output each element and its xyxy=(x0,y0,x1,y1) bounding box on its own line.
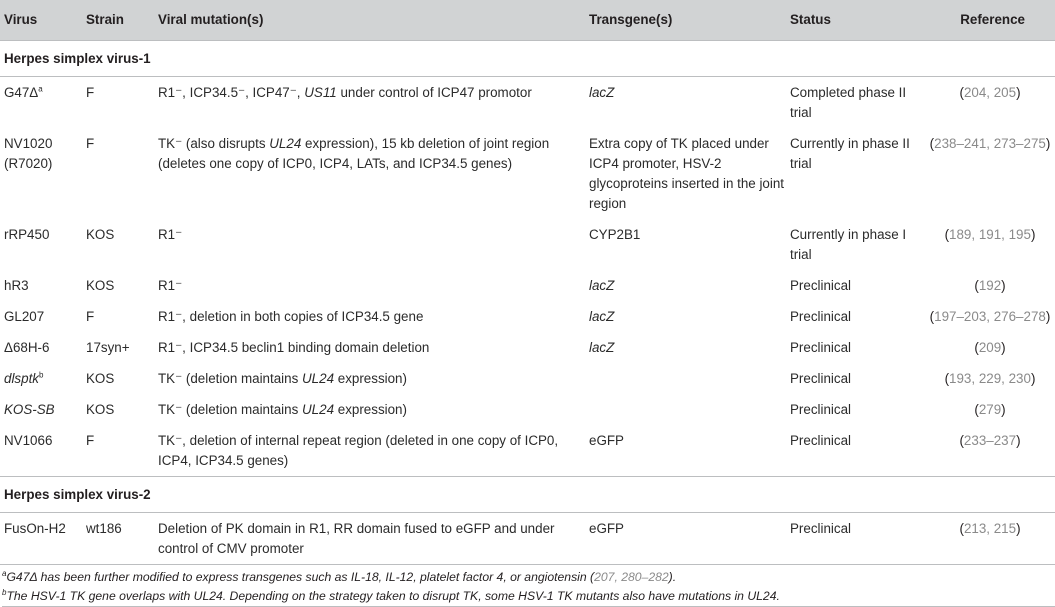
reference-link[interactable]: 204, 205 xyxy=(963,85,1017,100)
mutation-text: TK⁻ (deletion maintains xyxy=(158,371,303,386)
cell-virus: NV1066 xyxy=(4,433,53,448)
reference-link[interactable]: 192 xyxy=(978,278,1002,293)
mutation-gene: US11 xyxy=(304,85,337,100)
cell-virus: FusOn-H2 xyxy=(4,521,66,536)
mutation-text: TK⁻ (also disrupts xyxy=(158,136,270,151)
cell-mutation: R1⁻ xyxy=(158,227,183,242)
ref-paren: ) xyxy=(1016,433,1021,448)
cell-virus xyxy=(0,363,86,394)
table-header-row xyxy=(0,0,1055,41)
table-row xyxy=(0,301,1055,332)
footnote-marker[interactable]: a xyxy=(38,84,43,94)
table-row xyxy=(0,77,1055,129)
reference-link[interactable]: 197–203, 276–278 xyxy=(934,309,1046,324)
cell-status: Preclinical xyxy=(790,371,852,386)
table-row xyxy=(0,363,1055,394)
cell-virus: rRP450 xyxy=(4,227,50,242)
cell-reference xyxy=(925,219,1055,270)
section-title-hsv2: Herpes simplex virus-2 xyxy=(0,477,1055,513)
cell-mutation: R1⁻ xyxy=(158,278,183,293)
cell-mutation: R1⁻, ICP34.5 beclin1 binding domain deletion xyxy=(158,340,430,355)
cell-mutation xyxy=(158,77,589,129)
cell-mutation xyxy=(158,128,589,219)
mutation-text: under control of ICP47 promotor xyxy=(336,85,532,100)
reference-link[interactable]: 238–241, 273–275 xyxy=(934,136,1046,151)
cell-strain: F xyxy=(86,136,95,151)
ref-paren: ) xyxy=(1045,309,1051,324)
table-footnotes xyxy=(0,564,1055,607)
footnote-a xyxy=(2,568,1055,587)
cell-strain: KOS xyxy=(86,402,115,417)
ref-paren: ) xyxy=(1001,340,1006,355)
cell-status: Preclinical xyxy=(790,521,852,536)
ref-paren: ) xyxy=(1045,136,1051,151)
section-row-hsv1 xyxy=(0,41,1055,77)
cell-status: Completed phase II trial xyxy=(790,85,907,120)
cell-reference xyxy=(925,363,1055,394)
cell-strain: KOS xyxy=(86,227,115,242)
cell-mutation xyxy=(158,394,589,425)
mutation-text: expression), 15 kb deletion of joint region (deletes one copy of ICP0, ICP4, LATs, and ICP34.5 genes) xyxy=(158,136,550,171)
footnote-b xyxy=(2,587,1055,607)
table-row xyxy=(0,425,1055,477)
header-transgenes: Transgene(s) xyxy=(589,12,673,27)
mutation-text: expression) xyxy=(334,402,407,417)
cell-reference xyxy=(925,425,1055,477)
cell-status: Preclinical xyxy=(790,433,852,448)
footnote-marker[interactable]: b xyxy=(38,370,44,380)
mutation-text: expression) xyxy=(334,371,407,386)
cell-transgene xyxy=(589,394,790,425)
cell-strain: F xyxy=(86,433,95,448)
cell-reference xyxy=(925,77,1055,129)
header-reference: Reference xyxy=(960,12,1025,27)
cell-reference xyxy=(925,270,1055,301)
mutation-text: R1⁻, ICP34.5⁻, ICP47⁻, xyxy=(158,85,305,100)
cell-strain: F xyxy=(86,85,95,100)
cell-status: Currently in phase I trial xyxy=(790,227,907,262)
ref-paren: ( xyxy=(929,136,935,151)
ref-paren: ( xyxy=(974,340,979,355)
ref-paren: ) xyxy=(1030,227,1036,242)
ref-paren: ) xyxy=(1030,371,1036,386)
ref-paren: ) xyxy=(1016,85,1021,100)
reference-link[interactable]: 209 xyxy=(978,340,1002,355)
cell-transgene: Extra copy of TK placed under ICP4 promoter, HSV-2 glycoproteins inserted in the joint region xyxy=(589,136,785,211)
ref-paren: ( xyxy=(959,85,964,100)
cell-reference xyxy=(925,394,1055,425)
cell-reference xyxy=(925,301,1055,332)
footnote-b-text: The HSV-1 TK gene overlaps with UL24. Depending on the strategy taken to disrupt TK, some HSV-1 TK mutants also have mutations in UL24. xyxy=(6,589,780,603)
mutation-gene: UL24 xyxy=(269,136,302,151)
virus-name: dlsptk xyxy=(4,371,39,386)
cell-transgene: eGFP xyxy=(589,521,624,536)
section-title-hsv1: Herpes simplex virus-1 xyxy=(0,41,1055,77)
cell-transgene: lacZ xyxy=(589,340,615,355)
ref-paren: ( xyxy=(944,371,950,386)
section-row-hsv2 xyxy=(0,477,1055,513)
cell-virus: Δ68H-6 xyxy=(4,340,50,355)
cell-mutation: Deletion of PK domain in R1, RR domain fused to eGFP and under control of CMV promoter xyxy=(158,521,555,556)
mutation-gene: UL24 xyxy=(302,402,335,417)
table-row xyxy=(0,394,1055,425)
ref-paren: ( xyxy=(944,227,950,242)
ref-paren: ) xyxy=(1016,521,1021,536)
cell-strain: 17syn+ xyxy=(86,340,130,355)
table-row xyxy=(0,219,1055,270)
reference-link[interactable]: 213, 215 xyxy=(963,521,1017,536)
cell-strain: F xyxy=(86,309,95,324)
cell-reference xyxy=(925,128,1055,219)
footnote-a-refs[interactable]: 207, 280–282 xyxy=(594,570,669,584)
cell-status: Preclinical xyxy=(790,340,852,355)
cell-mutation: TK⁻, deletion of internal repeat region (deleted in one copy of ICP0, ICP4, ICP34.5 genes) xyxy=(158,433,559,468)
footnote-a-text: G47Δ has been further modified to express transgenes such as IL-18, IL-12, platelet factor 4, or angiotensin ( xyxy=(6,570,595,584)
cell-status: Preclinical xyxy=(790,402,852,417)
cell-transgene xyxy=(589,363,790,394)
cell-virus: hR3 xyxy=(4,278,29,293)
cell-mutation: R1⁻, deletion in both copies of ICP34.5 gene xyxy=(158,309,424,324)
ref-paren: ) xyxy=(1001,278,1006,293)
cell-virus xyxy=(0,77,86,129)
header-strain: Strain xyxy=(86,12,124,27)
cell-status: Preclinical xyxy=(790,309,852,324)
cell-virus: KOS-SB xyxy=(4,402,55,417)
cell-virus: GL207 xyxy=(4,309,45,324)
cell-transgene: lacZ xyxy=(589,278,615,293)
cell-virus: NV1020 (R7020) xyxy=(4,136,53,171)
footnote-a-mark: a xyxy=(2,568,7,578)
reference-link[interactable]: 193, 229, 230 xyxy=(949,371,1031,386)
cell-transgene: lacZ xyxy=(589,85,615,100)
reference-link[interactable]: 279 xyxy=(978,402,1002,417)
ref-paren: ( xyxy=(974,278,979,293)
footnote-a-end: ). xyxy=(668,570,677,584)
ref-paren: ( xyxy=(929,309,935,324)
table-row xyxy=(0,332,1055,363)
mutation-text: TK⁻ (deletion maintains xyxy=(158,402,303,417)
cell-transgene: lacZ xyxy=(589,309,615,324)
reference-link[interactable]: 233–237 xyxy=(963,433,1017,448)
footnote-b-mark: b xyxy=(2,587,7,597)
cell-reference xyxy=(925,513,1055,565)
cell-transgene: CYP2B1 xyxy=(589,227,641,242)
cell-mutation xyxy=(158,363,589,394)
cell-strain: wt186 xyxy=(86,521,122,536)
cell-transgene: eGFP xyxy=(589,433,624,448)
cell-reference xyxy=(925,332,1055,363)
cell-strain: KOS xyxy=(86,278,115,293)
header-virus: Virus xyxy=(4,12,38,27)
ref-paren: ( xyxy=(974,402,979,417)
table-row xyxy=(0,128,1055,219)
mutation-gene: UL24 xyxy=(302,371,335,386)
cell-status: Currently in phase II trial xyxy=(790,136,910,171)
virus-name: G47Δ xyxy=(4,85,39,100)
cell-status: Preclinical xyxy=(790,278,852,293)
header-status: Status xyxy=(790,12,831,27)
reference-link[interactable]: 189, 191, 195 xyxy=(949,227,1031,242)
ref-paren: ( xyxy=(959,433,964,448)
header-mutations: Viral mutation(s) xyxy=(158,12,264,27)
cell-strain: KOS xyxy=(86,371,115,386)
ref-paren: ( xyxy=(959,521,964,536)
table-row xyxy=(0,513,1055,565)
table-row xyxy=(0,270,1055,301)
ref-paren: ) xyxy=(1001,402,1006,417)
